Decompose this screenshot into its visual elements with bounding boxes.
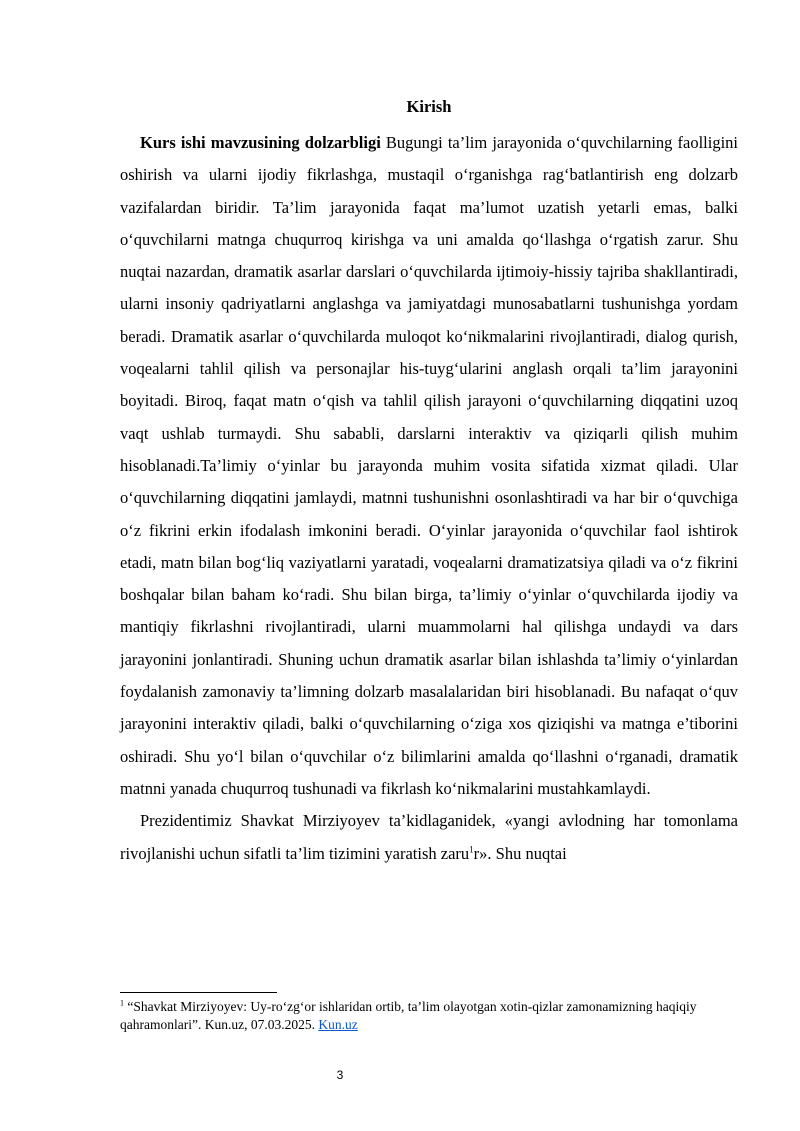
paragraph-text-after: r». Shu nuqtai	[473, 843, 567, 863]
paragraph-text-before: Prezidentimiz Shavkat Mirziyoyev ta’kidlaganidek, «yangi avlodning har tomonlama rivojlanishi uchun sifatli ta’lim tizimini yaratish zaru	[120, 811, 738, 863]
paragraph-president-quote	[120, 805, 738, 870]
footnote-link[interactable]: Kun.uz	[318, 1017, 358, 1032]
footnote-separator	[120, 992, 277, 993]
footnote-marker: 1	[120, 998, 124, 1008]
paragraph-text: Bugungi ta’lim jarayonida o‘quvchilarning faolligini oshirish va ularni ijodiy fikrlashga, mustaqil o‘rganishga rag‘batlantirish eng dolzarb vazifalardan biridir. Ta’lim jarayonida faqat ma’lumot uzatish yetarli emas, balki o‘quvchilarni matnga chuqurroq kirishga va uni amalda qo‘llashga o‘rgatish zarur. Shu nuqtai nazardan, dramatik asarlar darslari o‘quvchilarda ijtimoiy-hissiy tajriba shakllantiradi, ularni insoniy qadriyatlarni anglashga va jamiyatdagi munosabatlarni tushunishga yordam beradi. Dramatik asarlar o‘quvchilarda muloqot ko‘nikmalarini rivojlantiradi, dialog qurish, voqealarni tahlil qilish va personajlar his-tuyg‘ularini anglash orqali ta’lim jarayonini boyitadi. Biroq, faqat matn o‘qish va tahlil qilish jarayoni o‘quvchilarning diqqatini uzoq vaqt ushlab turmaydi. Shu sababli, darslarni interaktiv va qiziqarli qilish muhim hisoblanadi.Ta’limiy o‘yinlar bu jarayonda muhim vosita sifatida xizmat qiladi. Ular o‘quvchilarning diqqatini jamlaydi, matnni tushunishni osonlashtiradi va har bir o‘quvchiga o‘z fikrini erkin ifodalash imkonini beradi. O‘yinlar jarayonida o‘quvchilar faol ishtirok etadi, matn bilan bog‘liq vaziyatlarni yaratadi, voqealarni dramatizatsiya qiladi va o‘z fikrini boshqalar bilan baham ko‘radi. Shu bilan birga, ta’limiy o‘yinlar o‘quvchilarda ijodiy va mantiqiy fikrlashni rivojlantiradi, ularni muammolarni hal qilishga undaydi va dars jarayonini jonlantiradi. Shuning uchun dramatik asarlar bilan ishlashda ta’limiy o‘yinlardan foydalanish zamonaviy ta’limning dolzarb masalalaridan biri hisoblanadi. Bu nafaqat o‘quv jarayonini interaktiv qiladi, balki o‘quvchilarning o‘ziga xos qiziqishi va matnga e’tiborini oshiradi. Shu yo‘l bilan o‘quvchilar o‘z bilimlarini amalda qo‘llashni o‘rganadi, dramatik matnni yanada chuqurroq tushunadi va fikrlash ko‘nikmalarini mustahkamlaydi.	[120, 133, 738, 798]
page-number: 3	[336, 1068, 344, 1082]
page-title: Kirish	[406, 97, 452, 116]
body-text	[120, 127, 738, 870]
footnote	[120, 998, 738, 1034]
paragraph-lead: Kurs ishi mavzusining dolzarbligi	[140, 133, 381, 152]
footnote-reference[interactable]: 1	[469, 844, 474, 855]
footnote-text: “Shavkat Mirziyoyev: Uy-ro‘zg‘or ishlaridan ortib, ta’lim olayotgan xotin-qizlar zamonamizning haqiqiy qahramonlari”. Kun.uz, 07.03.2025.	[120, 999, 697, 1032]
paragraph-relevance	[120, 127, 738, 805]
